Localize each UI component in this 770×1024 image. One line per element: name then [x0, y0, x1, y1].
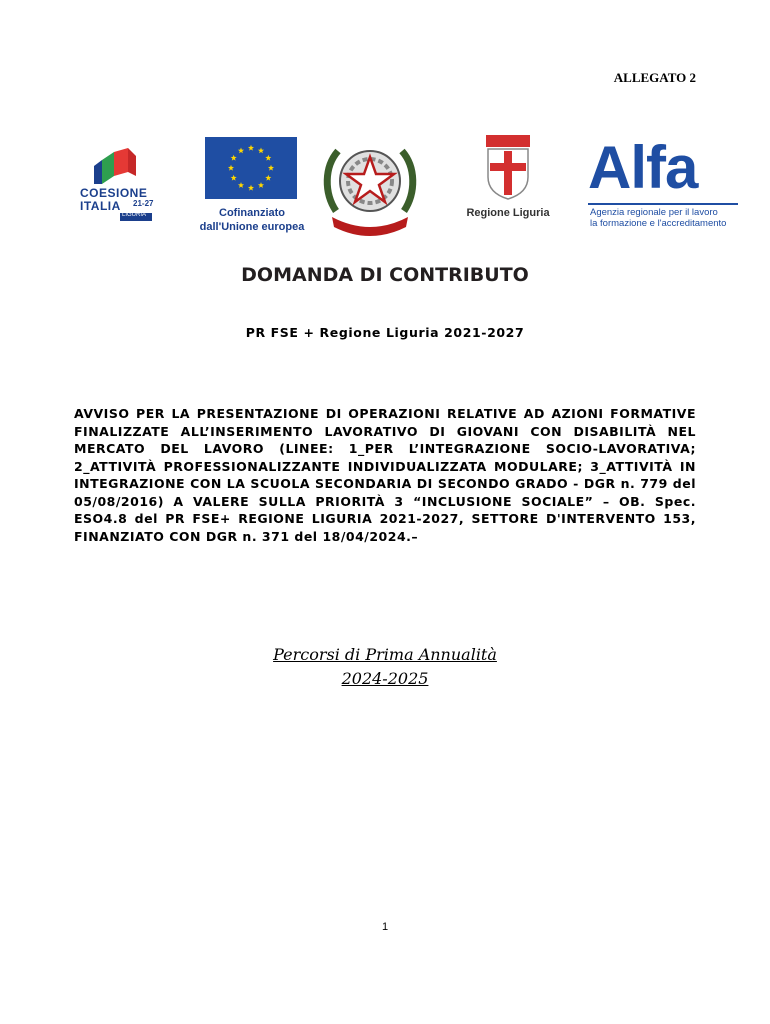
alfa-wordmark: Alfa: [588, 134, 698, 201]
coesione-region-bar: [120, 213, 152, 221]
eu-flag-icon: [205, 137, 297, 199]
eu-star-icon: [228, 165, 234, 171]
coesione-italia-logo: [80, 146, 158, 226]
eu-star-icon: [265, 175, 271, 181]
eu-star-icon: [231, 175, 237, 181]
percorsi-years: 2024-2025: [341, 669, 429, 688]
coesione-line2: ITALIA: [80, 199, 121, 213]
eu-line2: dall'Unione europea: [199, 221, 305, 233]
document-subtitle: PR FSE + Regione Liguria 2021-2027: [245, 325, 525, 340]
percorsi-title: Percorsi di Prima Annualità: [273, 645, 497, 664]
liguria-shield-icon: [458, 133, 558, 203]
coesione-line1: COESIONE: [80, 186, 148, 200]
repubblica-italiana-emblem: [318, 133, 422, 237]
eu-star-icon: [258, 182, 264, 188]
percorsi-block: [0, 643, 770, 691]
allegato-label: ALLEGATO 2: [613, 70, 696, 85]
regione-liguria-logo: [458, 133, 558, 227]
eu-star-icon: [238, 147, 244, 153]
page-number: 1: [381, 921, 389, 933]
document-title: DOMANDA DI CONTRIBUTO: [241, 264, 529, 286]
eu-star-icon: [258, 147, 264, 153]
alfa-line2: la formazione e l'accreditamento: [590, 218, 727, 229]
eu-cofinanziato-logo: [197, 133, 307, 237]
coesione-region: LIGURIA: [122, 212, 147, 218]
eu-star-icon: [265, 155, 271, 161]
liguria-label: Regione Liguria: [466, 207, 550, 219]
coesione-years: 21-27: [133, 199, 154, 208]
eu-star-icon: [268, 165, 274, 171]
eu-star-icon: [248, 145, 254, 151]
eu-star-icon: [238, 182, 244, 188]
eu-line1: Cofinanziato: [219, 207, 285, 219]
alfa-divider: [588, 203, 738, 205]
italian-emblem-icon: [318, 133, 422, 237]
eu-star-icon: [248, 185, 254, 191]
alfa-line1: Agenzia regionale per il lavoro: [590, 207, 718, 218]
avviso-paragraph: AVVISO PER LA PRESENTAZIONE DI OPERAZIONI RELATIVE AD AZIONI FORMATIVE FINALIZZATE ALL’INSERIMENTO LAVORATIVO DI GIOVANI CON DISABILITÀ NEL MERCATO DEL LAVORO (LINEE: 1_PER L’INTEGRAZIONE SOCIO-LAVORATIVA; 2_ATTIVITÀ PROFESSIONALIZZANTE INDIVIDUALIZZATA MODULARE; 3_ATTIVITÀ IN INTEGRAZIONE CON LA SCUOLA SECONDARIA DI SECONDO GRADO - DGR n. 779 del 05/08/2016) A VALERE SULLA PRIORITÀ 3 “INCLUSIONE SOCIALE” – OB. Spec. ESO4.8 del PR FSE+ REGIONE LIGURIA 2021-2027, SETTORE D'INTERVENTO 153, FINANZIATO CON DGR n. 371 del 18/04/2024.–: [74, 406, 696, 544]
alfa-agency-logo: [588, 134, 740, 229]
coesione-italia-mark-icon: [80, 146, 158, 186]
eu-star-icon: [231, 155, 237, 161]
